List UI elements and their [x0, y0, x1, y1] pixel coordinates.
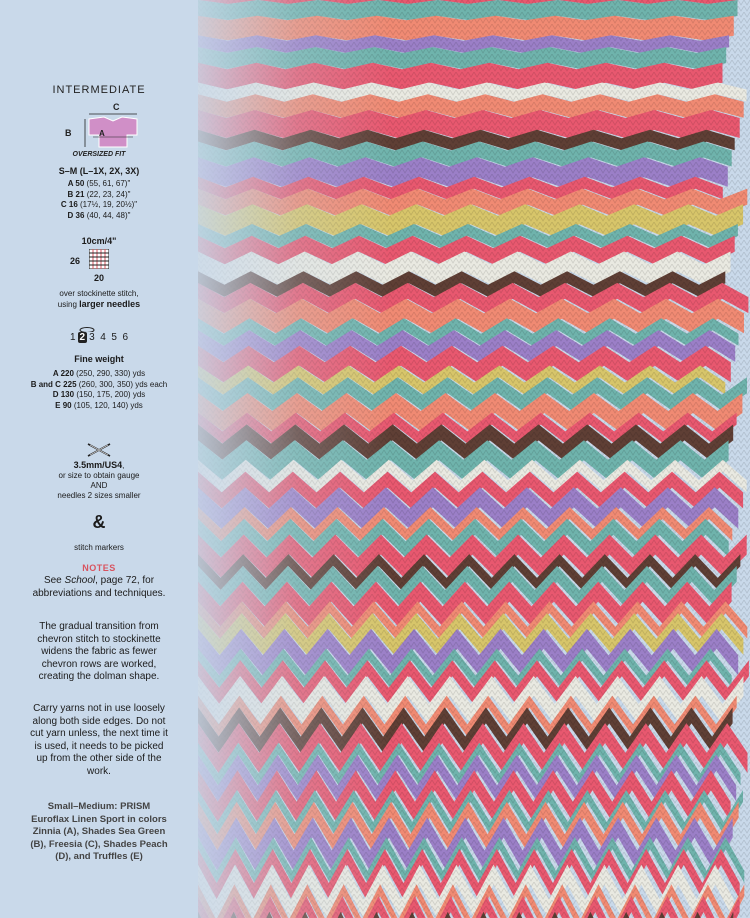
- note-abbreviations: See School, page 72, for abbreviations and techniques.: [32, 575, 166, 599]
- notions-ampersand-icon: &: [92, 512, 106, 532]
- note-transition: The gradual transition from chevron stitch to stockinette widens the fabric as fewer chevron rows are worked, creating the dolman shape.: [37, 621, 161, 682]
- yardage-line: A 220 (250, 290, 330) yds: [52, 369, 146, 378]
- schematic-label-c: C: [113, 102, 120, 112]
- measurement-line: C 16 (17½, 19, 20½)": [60, 200, 138, 209]
- finished-measurements: [0, 179, 198, 221]
- pattern-sidebar: [0, 0, 198, 918]
- yarn-weight-name: Fine weight: [74, 354, 124, 364]
- skill-level: INTERMEDIATE: [52, 84, 146, 96]
- yarn-credit: Small–Medium: PRISM Euroflax Linen Sport in colors Zinnia (A), Shades Sea Green (B), Freesia (C), Shades Peach (D), and Truffles (E): [30, 801, 168, 862]
- yarn-yardage: [0, 369, 198, 411]
- measurement-line: A 50 (55, 61, 67)": [67, 179, 131, 188]
- schematic-label-a: A: [99, 129, 105, 138]
- yardage-line: E 90 (105, 120, 140) yds: [55, 400, 143, 410]
- yarn-weight-scale: 1 2 3 4 5 6: [69, 332, 129, 343]
- notes-heading: NOTES: [82, 563, 116, 573]
- schematic-label-b: B: [65, 128, 72, 138]
- knitted-garment-photo: [198, 0, 750, 918]
- fit-label: OVERSIZED FIT: [72, 151, 126, 158]
- gauge-rows: 26: [70, 256, 81, 266]
- size-range: S–M (L–1X, 2X, 3X): [58, 166, 140, 176]
- yardage-line: B and C 225 (260, 300, 350) yds each: [30, 379, 168, 389]
- measurement-line: D 36 (40, 44, 48)": [67, 210, 131, 220]
- gauge-size-label: 10cm/4": [81, 236, 117, 246]
- note-carry-yarns: Carry yarns not in use loosely along both side edges. Do not cut yarn unless, the next time it is used, it needs to be picked up from the other side of the work.: [30, 703, 168, 777]
- gauge-grid-icon: [89, 249, 109, 269]
- yardage-line: D 130 (150, 175, 200) yds: [52, 390, 146, 399]
- chevron-knit-image: [198, 0, 750, 918]
- needle-info: 3.5mm/US4, or size to obtain gauge AND needles 2 sizes smaller: [57, 460, 141, 500]
- notions-text: stitch markers: [74, 543, 124, 552]
- knitting-needles-icon: [86, 441, 112, 459]
- gauge-note: over stockinette stitch, using larger needles: [57, 289, 141, 309]
- gauge-stitches: 20: [93, 273, 104, 283]
- measurement-line: B 21 (22, 23, 24)": [67, 189, 131, 199]
- selected-weight: 2: [79, 332, 86, 343]
